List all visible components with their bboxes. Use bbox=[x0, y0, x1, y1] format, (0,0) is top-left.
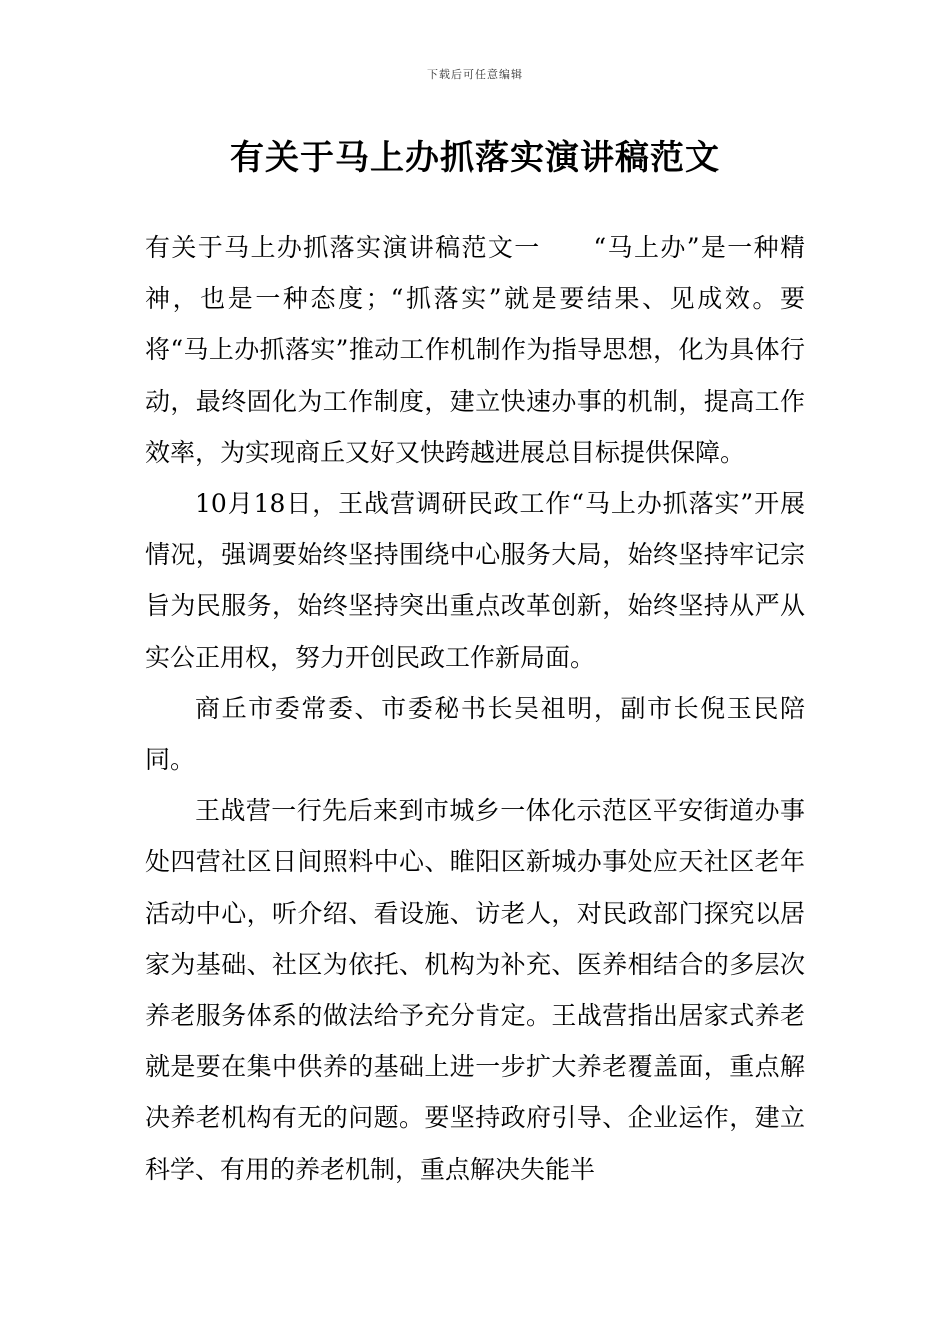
document-body bbox=[145, 222, 805, 1195]
paragraph-intro: 有关于马上办抓落实演讲稿范文一 “马上办”是一种精神，也是一种态度；“抓落实”就是要结果、见成效。要将“马上办抓落实”推动工作机制作为指导思想，化为具体行动，最终固化为工作制度，建立快速办事的机制，提高工作效率，为实现商丘又好又快跨越进展总目标提供保障。 bbox=[145, 233, 805, 467]
document-title: 有关于马上办抓落实演讲稿范文 bbox=[230, 138, 720, 178]
paragraph-date: 10月18日，王战营调研民政工作“马上办抓落实”开展情况，强调要始终坚持围绕中心服务大局，始终坚持牢记宗旨为民服务，始终坚持突出重点改革创新，始终坚持从严从实公正用权，努力开创民政工作新局面。 bbox=[145, 489, 805, 672]
header-note: 下载后可任意编辑 bbox=[427, 68, 523, 81]
paragraph-accompany: 商丘市委常委、市委秘书长吴祖明，副市长倪玉民陪同。 bbox=[145, 693, 805, 775]
paragraph-visit: 王战营一行先后来到市城乡一体化示范区平安街道办事处四营社区日间照料中心、睢阳区新城办事处应天社区老年活动中心，听介绍、看设施、访老人，对民政部门探究以居家为基础、社区为依托、机构为补充、医养相结合的多层次养老服务体系的做法给予充分肯定。王战营指出居家式养老就是要在集中供养的基础上进一步扩大养老覆盖面，重点解决养老机构有无的问题。要坚持政府引导、企业运作，建立科学、有用的养老机制，重点解决失能半 bbox=[145, 796, 805, 1184]
